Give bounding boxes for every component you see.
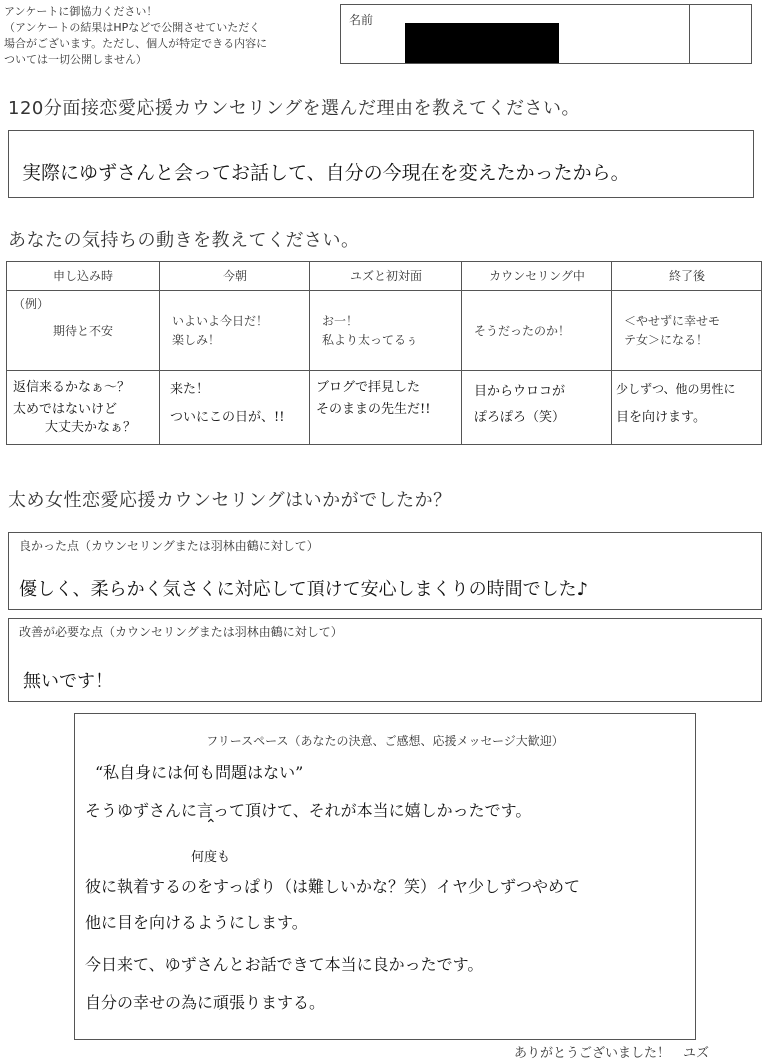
- answer-line: そのままの先生だ!!: [316, 402, 431, 417]
- example-cell: [612, 290, 762, 371]
- good-points-label: 良かった点（カウンセリングまたは羽林由鶴に対して）: [19, 539, 319, 553]
- good-points-answer: 優しく、柔らかく気さくに対応して頂けて安心しまくりの時間でした♪: [19, 579, 589, 600]
- example-text: テ女＞になる！: [624, 333, 709, 347]
- name-field-divider: [689, 5, 690, 63]
- answer-line: 目からウロコが: [474, 384, 566, 399]
- column-header: 申し込み時: [7, 262, 159, 291]
- example-tag: （例）: [13, 297, 50, 311]
- q1-title: 120分面接恋愛応援カウンセリングを選んだ理由を教えてください。: [8, 98, 580, 119]
- example-text: 私より太ってるぅ: [322, 333, 419, 347]
- notice-line: アンケートに御協力ください！: [4, 5, 158, 18]
- notice-line: （アンケートの結果はHPなどで公開させていただく: [4, 21, 261, 34]
- column-header: 終了後: [612, 262, 762, 291]
- answer-line: 目を向けます。: [616, 410, 706, 425]
- column-header: ユズと初対面: [310, 262, 462, 291]
- answer-line: 来た！: [170, 382, 210, 397]
- example-text: 期待と不安: [52, 324, 113, 338]
- answer-cell: [310, 370, 462, 444]
- free-space-line: “私自身には何も問題はない”: [95, 763, 304, 782]
- answer-cell: [160, 370, 310, 444]
- improvement-label: 改善が必要な点（カウンセリングまたは羽林由鶴に対して）: [19, 625, 343, 639]
- improvement-answer: 無いです！: [23, 671, 113, 692]
- example-cell: [7, 290, 159, 371]
- free-space-line: 自分の幸せの為に頑張りまする。: [85, 993, 326, 1012]
- q2-title: あなたの気持ちの動きを教えてください。: [8, 230, 360, 251]
- notice-line: ついては一切公開しません）: [4, 53, 147, 66]
- example-text: お一！: [322, 314, 359, 328]
- answer-cell: [7, 370, 159, 444]
- example-text: いよいよ今日だ！: [172, 314, 269, 328]
- free-space-label: フリースペース（あなたの決意、ご感想、応援メッセージ大歓迎）: [206, 734, 564, 748]
- free-space-line: 他に目を向けるようにします。: [85, 913, 308, 932]
- feelings-column: [309, 262, 462, 444]
- free-space-insertion: 何度も: [191, 850, 231, 865]
- improvement-box: [8, 618, 762, 702]
- answer-line: 太めではないけど: [13, 402, 118, 417]
- answer-cell: [612, 370, 762, 444]
- survey-notice: [4, 4, 324, 68]
- free-space-line: 彼に執着するのをすっぱり（は難しいかな？笑）イヤ少しずつやめて: [85, 877, 581, 896]
- answer-line: ついにこの日が、!!: [170, 410, 285, 425]
- answer-cell: [462, 370, 612, 444]
- insertion-caret-icon: ⌃: [205, 817, 217, 833]
- example-cell: [462, 290, 612, 371]
- name-redaction-block: [405, 23, 559, 63]
- example-text: そうだったのか！: [474, 324, 571, 338]
- answer-line: ぽろぽろ（笑）: [474, 410, 566, 425]
- column-header: 今朝: [160, 262, 310, 291]
- free-space-box: [74, 713, 696, 1040]
- name-field: [340, 4, 752, 64]
- example-text: ＜やせずに幸せモ: [624, 314, 721, 328]
- closing-message: ありがとうございました！ ユズ: [514, 1046, 710, 1061]
- example-cell: [160, 290, 310, 371]
- feelings-column: [7, 262, 159, 444]
- free-space-line: 今日来て、ゆずさんとお話できて本当に良かったです。: [85, 955, 484, 974]
- answer-line: ブログで拝見した: [316, 380, 421, 395]
- answer-line: 大丈夫かなぁ？: [45, 420, 137, 435]
- answer-line: 返信来るかなぁ～？: [13, 380, 131, 395]
- free-space-line: そうゆずさんに言って頂けて、それが本当に嬉しかったです。: [85, 801, 532, 820]
- good-points-box: [8, 532, 762, 610]
- feelings-column: [611, 262, 762, 444]
- example-cell: [310, 290, 462, 371]
- notice-line: 場合がございます。ただし、個人が特定できる内容に: [4, 37, 268, 50]
- feelings-column: [461, 262, 612, 444]
- q1-answer: 実際にゆずさんと会ってお話して、自分の今現在を変えたかったから。: [22, 162, 630, 184]
- feelings-column: [159, 262, 310, 444]
- name-label: 名前: [349, 13, 374, 27]
- answer-line: 少しずつ、他の男性に: [616, 382, 736, 396]
- example-text: 楽しみ！: [172, 333, 221, 347]
- column-header: カウンセリング中: [462, 262, 612, 291]
- feelings-table: [6, 261, 762, 445]
- q3-title: 太め女性恋愛応援カウンセリングはいかがでしたか？: [8, 490, 452, 511]
